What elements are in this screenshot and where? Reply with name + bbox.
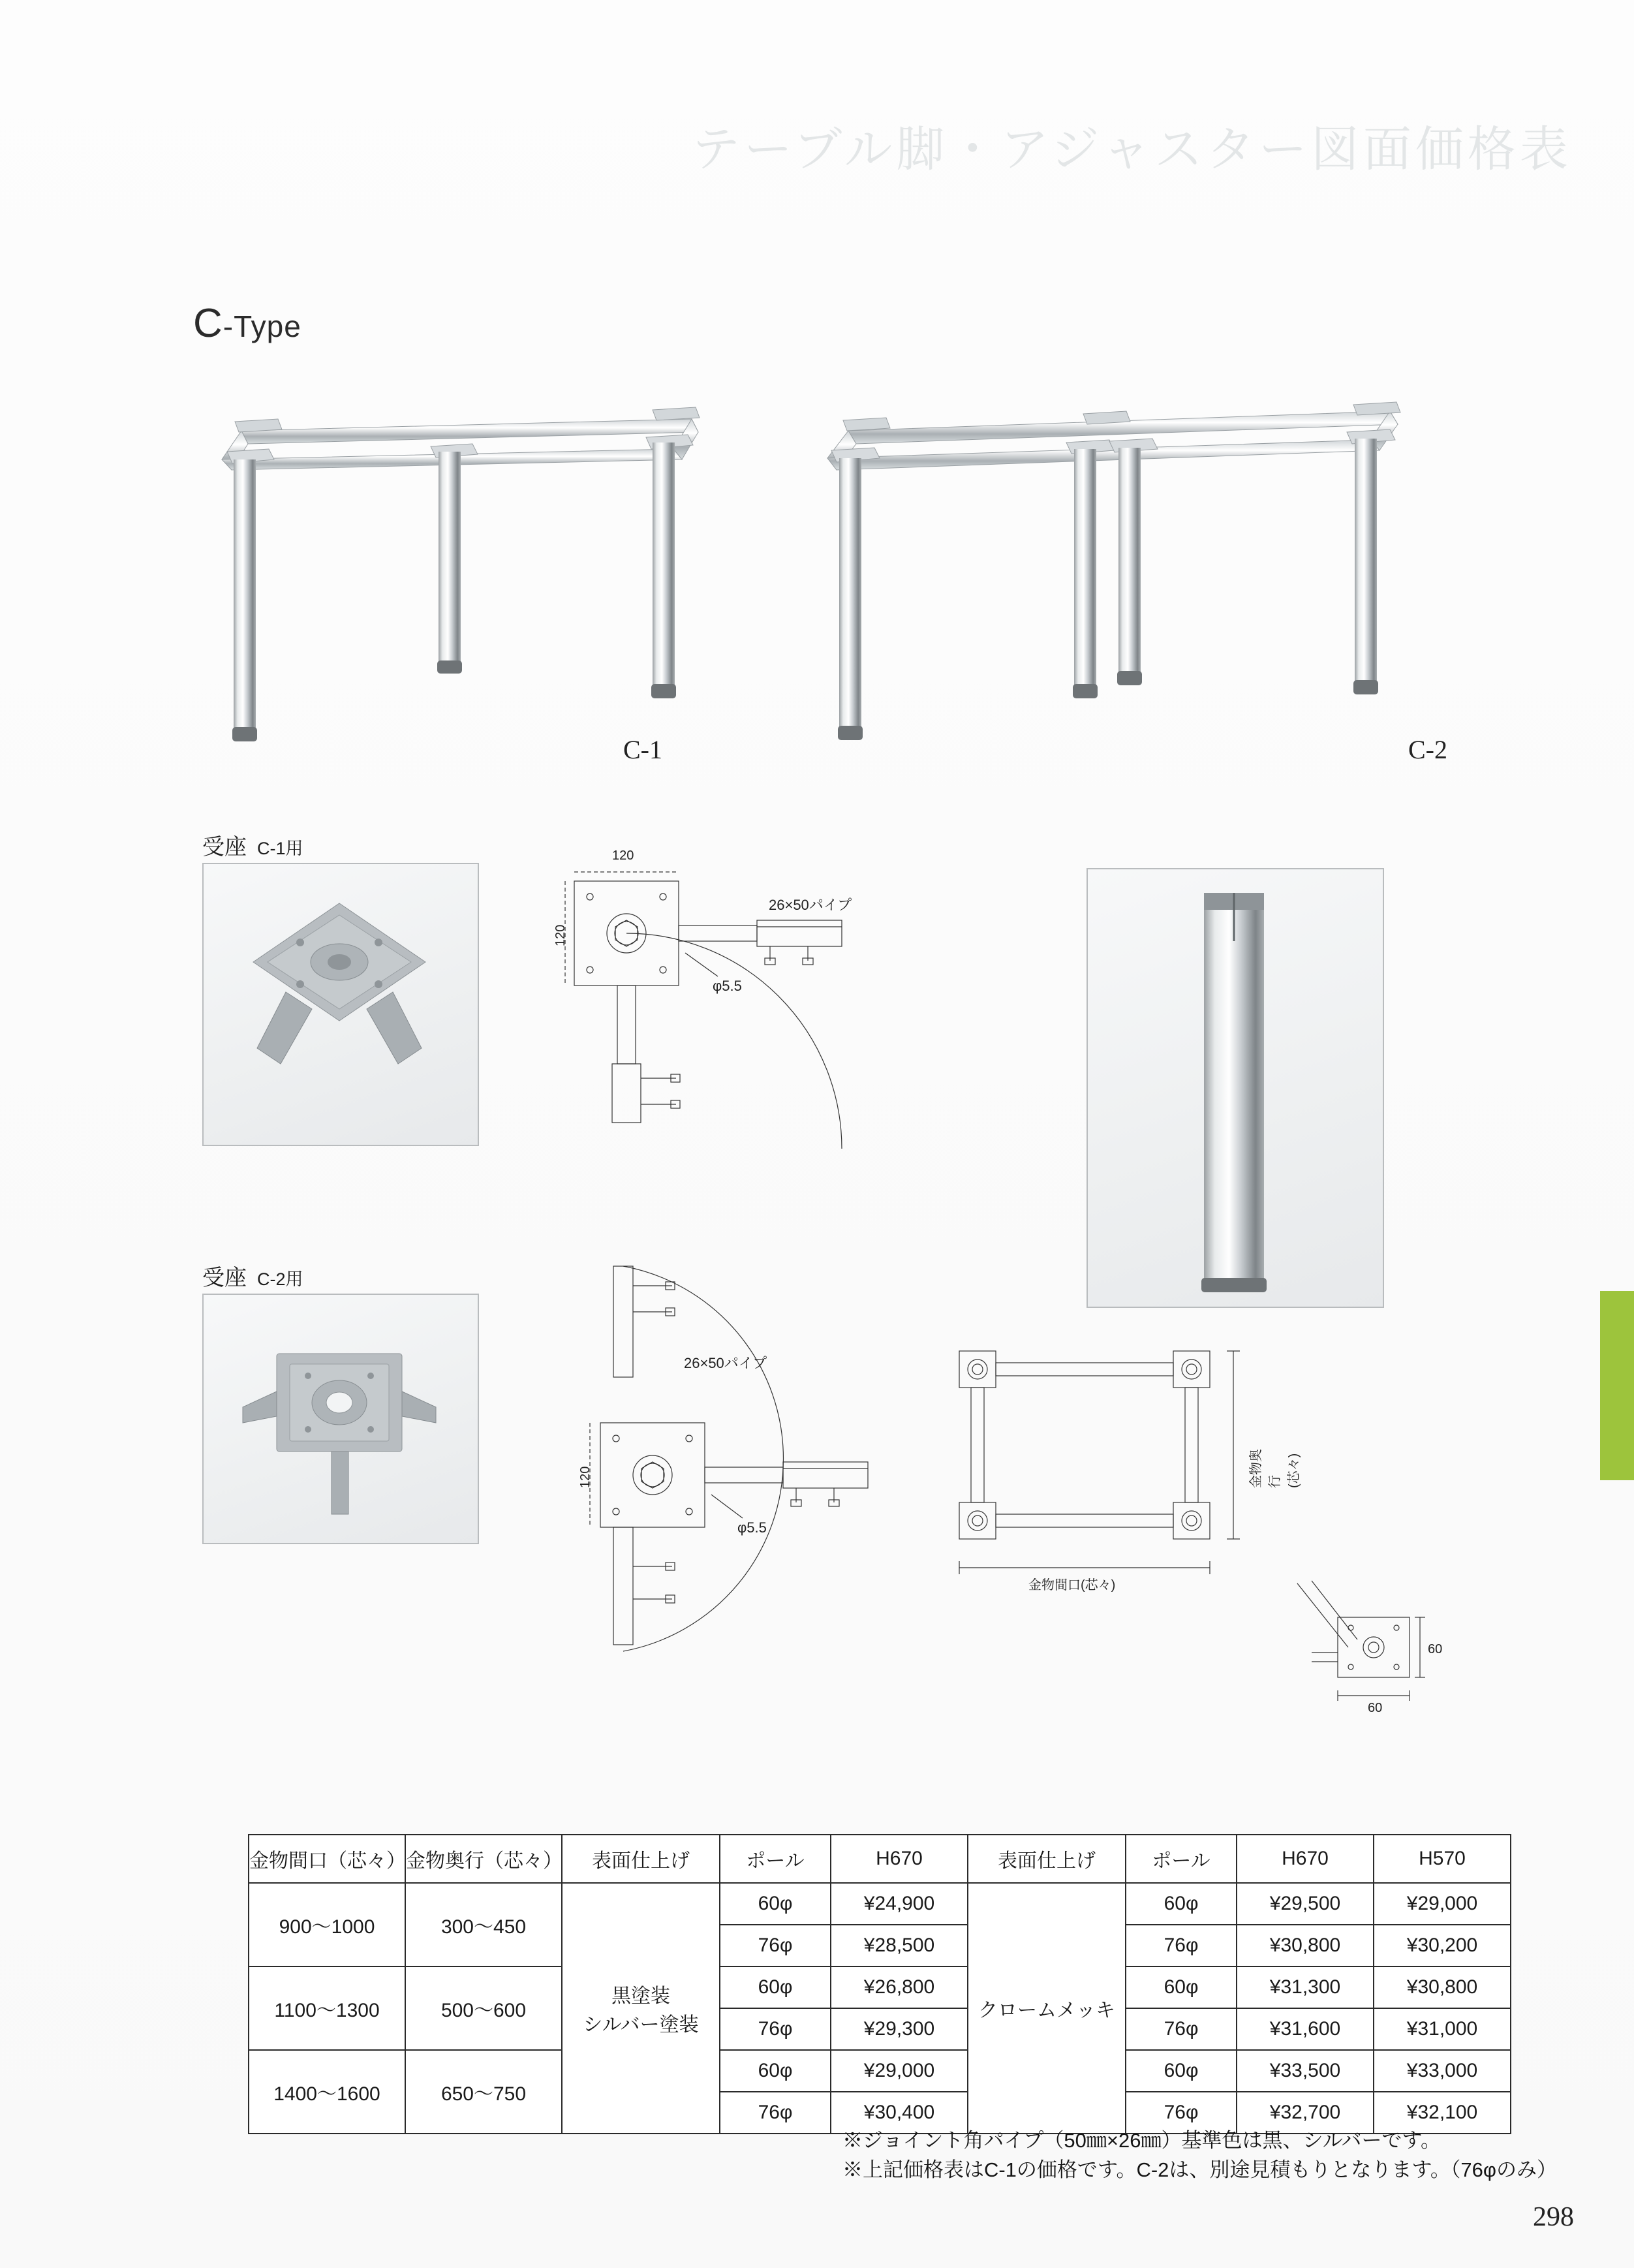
dim-width-120: 120 (612, 848, 634, 863)
footnote-2: ※上記価格表はC-1の価格です。C-2は、別途見積もりとなります。（76φのみ） (842, 2158, 1557, 2181)
cell-finish-left (562, 1883, 720, 2134)
dim-frame-depth: 金物奥行(芯々) (1249, 1449, 1301, 1488)
cell-h570-right: ¥29,000 (1374, 1883, 1511, 1925)
frame-plan-drawing (927, 1325, 1301, 1612)
bracket-c1-image (204, 864, 475, 1142)
bracket-label-c1 (202, 829, 303, 861)
cell-h670: ¥26,800 (831, 1966, 968, 2008)
cell-pole: 60φ (720, 1966, 831, 2008)
section-color-tab (1600, 1291, 1634, 1480)
cell-h670: ¥28,500 (831, 1925, 968, 1966)
th-pole-right: ポール (1126, 1835, 1237, 1883)
th-h670-right: H670 (1237, 1835, 1374, 1883)
table-leg-frame-c1-drawing (196, 392, 777, 757)
label-hole-5-5: φ5.5 (713, 978, 742, 994)
th-finish-left: 表面仕上げ (562, 1835, 720, 1883)
cell-frame-depth: 300〜450 (405, 1883, 562, 1966)
cell-h670: ¥24,900 (831, 1883, 968, 1925)
bracket-c2-image (204, 1295, 475, 1540)
cell-frame-width: 1400〜1600 (249, 2050, 405, 2134)
finish-left-line2: シルバー塗装 (583, 2014, 699, 2036)
dim-frame-width: 金物間口(芯々) (1028, 1578, 1116, 1592)
th-h570-right: H570 (1374, 1835, 1511, 1883)
cell-pole: 76φ (720, 2092, 831, 2134)
ghost-page-title: テーブル脚・アジャスター図面価格表 (692, 121, 1572, 178)
plate-detail-drawing (1292, 1579, 1462, 1730)
dim-plate-60-w: 60 (1368, 1701, 1383, 1715)
cell-finish-right: クロームメッキ (968, 1883, 1126, 2134)
cell-pole: 76φ (720, 1925, 831, 1966)
table-leg-frame-c2-drawing (803, 385, 1481, 751)
cell-frame-width: 1100〜1300 (249, 1966, 405, 2050)
cell-pole-right: 76φ (1126, 2092, 1237, 2134)
cell-pole-right: 60φ (1126, 1966, 1237, 2008)
type-suffix: -Type (223, 309, 301, 343)
dim-plate-60-h: 60 (1428, 1642, 1443, 1656)
footnote-1: ※ジョイント角パイプ（50㎜×26㎜）基準色は黒、シルバーです。 (842, 2129, 1441, 2152)
cell-pole-right: 76φ (1126, 1925, 1237, 1966)
cell-h570-right: ¥32,100 (1374, 2092, 1511, 2134)
technical-drawing-c2 (574, 1260, 979, 1743)
bracket-sub-c1: C-1用 (257, 839, 303, 858)
label-pipe-26x50-2: 26×50パイプ (684, 1355, 767, 1371)
th-frame-depth: 金物奥行（芯々） (405, 1835, 562, 1883)
cell-h670: ¥30,400 (831, 2092, 968, 2134)
drawing-c2-svg (574, 1260, 979, 1743)
cell-frame-depth: 500〜600 (405, 1966, 562, 2050)
pole-image (1088, 869, 1380, 1304)
cell-pole: 76φ (720, 2008, 831, 2050)
cell-h570-right: ¥30,800 (1374, 1966, 1511, 2008)
cell-h570-right: ¥33,000 (1374, 2050, 1511, 2092)
table-row (249, 1966, 1511, 2008)
cell-h670: ¥29,000 (831, 2050, 968, 2092)
cell-h670-right: ¥30,800 (1237, 1925, 1374, 1966)
cell-h670-right: ¥33,500 (1237, 2050, 1374, 2092)
dim-height-120: 120 (553, 924, 568, 946)
cell-h670-right: ¥32,700 (1237, 2092, 1374, 2134)
bracket-photo-c2 (202, 1294, 479, 1544)
page-number: 298 (1533, 2202, 1574, 2232)
cell-frame-width: 900〜1000 (249, 1883, 405, 1966)
drawing-c1-svg (555, 848, 959, 1214)
table-header-row (249, 1835, 1511, 1883)
type-letter: C (193, 301, 223, 346)
pole-photo (1087, 868, 1384, 1308)
cell-pole: 60φ (720, 2050, 831, 2092)
page-title (193, 300, 301, 347)
label-pipe-26x50: 26×50パイプ (769, 897, 852, 913)
cell-pole-right: 60φ (1126, 1883, 1237, 1925)
cell-pole-right: 60φ (1126, 2050, 1237, 2092)
finish-left-line1: 黒塗装 (611, 1985, 670, 2007)
label-hole-5-5-2: φ5.5 (737, 1519, 767, 1536)
cell-h570-right: ¥31,000 (1374, 2008, 1511, 2050)
cell-h670: ¥29,300 (831, 2008, 968, 2050)
product-photo-c1 (196, 392, 777, 757)
cell-pole-right: 76φ (1126, 2008, 1237, 2050)
bracket-photo-c1 (202, 863, 479, 1146)
technical-drawing-c1 (555, 848, 959, 1214)
cell-h570-right: ¥30,200 (1374, 1925, 1511, 1966)
th-pole-left: ポール (720, 1835, 831, 1883)
frame-plan-svg (927, 1325, 1292, 1612)
cell-h670-right: ¥31,600 (1237, 2008, 1374, 2050)
table-row (249, 1883, 1511, 1925)
footnotes (842, 2126, 1557, 2185)
cell-h670-right: ¥31,300 (1237, 1966, 1374, 2008)
table-row (249, 2050, 1511, 2092)
bracket-title-c1: 受座 (202, 835, 247, 860)
bracket-title-c2: 受座 (202, 1266, 247, 1290)
cell-pole: 60φ (720, 1883, 831, 1925)
dim-height-120-2: 120 (578, 1466, 593, 1488)
bracket-label-c2 (202, 1260, 303, 1292)
th-frame-width: 金物間口（芯々） (249, 1835, 405, 1883)
cell-h670-right: ¥29,500 (1237, 1883, 1374, 1925)
caption-c2: C-2 (1408, 735, 1447, 764)
caption-c1: C-1 (623, 735, 662, 764)
product-photo-c2 (803, 385, 1481, 751)
th-finish-right: 表面仕上げ (968, 1835, 1126, 1883)
bracket-sub-c2: C-2用 (257, 1269, 303, 1289)
th-h670-left: H670 (831, 1835, 968, 1883)
price-spec-table (248, 1834, 1511, 2134)
cell-frame-depth: 650〜750 (405, 2050, 562, 2134)
